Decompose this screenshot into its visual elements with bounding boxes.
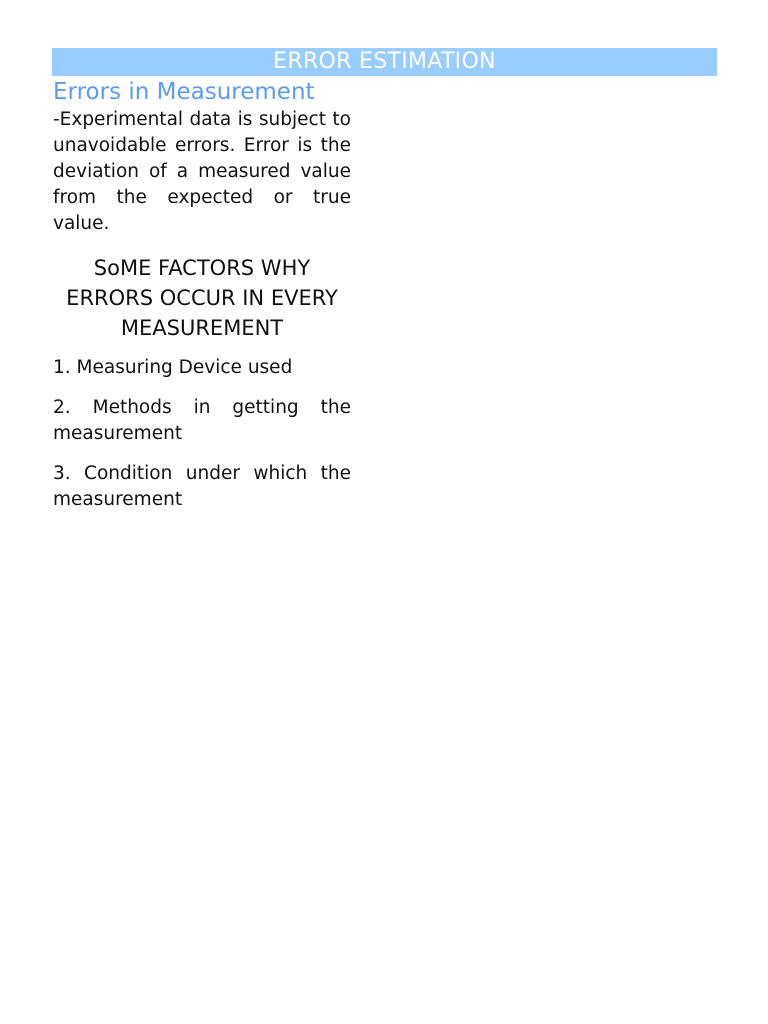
content-column bbox=[53, 76, 351, 513]
factors-heading: SoME FACTORS WHY ERRORS OCCUR IN EVERY MEASUREMENT bbox=[66, 256, 338, 340]
factor-item-2: 2. Methods in getting the measurement bbox=[53, 397, 351, 444]
definition-paragraph: -Experimental data is subject to unavoidable errors. Error is the deviation of a measured value from the expected or true value. bbox=[53, 109, 351, 234]
document-title: ERROR ESTIMATION bbox=[52, 48, 717, 76]
section-heading: Errors in Measurement bbox=[53, 79, 315, 105]
factor-item-1: 1. Measuring Device used bbox=[53, 357, 293, 378]
factor-item-3: 3. Condition under which the measurement bbox=[53, 463, 351, 510]
